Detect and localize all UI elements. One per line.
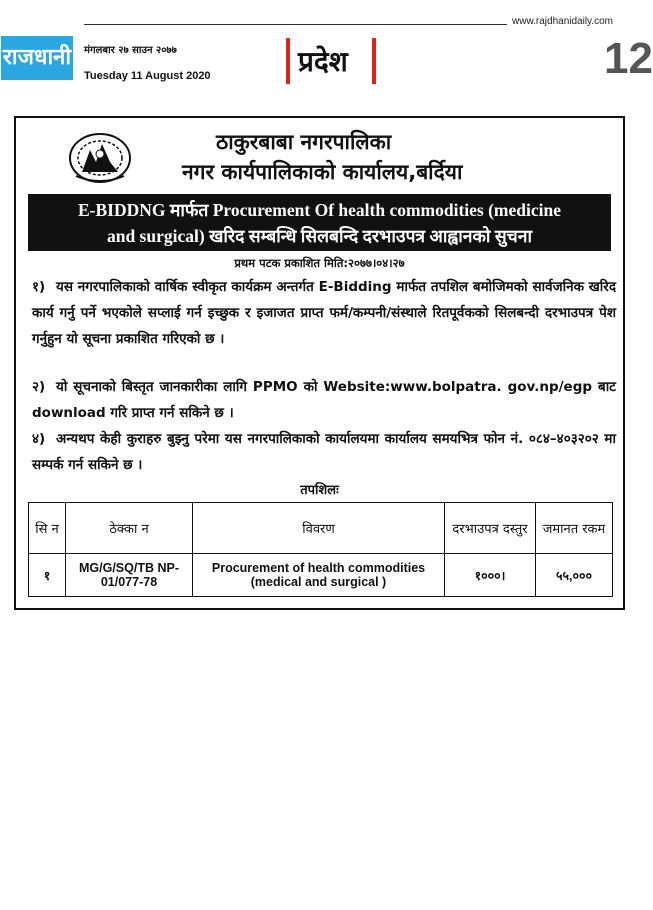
col-security-amount: जमानत रकम	[536, 503, 613, 554]
section-title: प्रदेश	[298, 45, 348, 78]
paragraph-text: अन्यथप केही कुराहरु बुझ्नु परेमा यस नगरपालिकाको कार्यालयमा कार्यालय समयभित्र फोन नं. ०८४–४०३२०२ मा सम्पर्क गर्न सकिने छ ।	[32, 431, 616, 473]
paragraph-number: ४)	[32, 431, 46, 447]
notice-paragraph	[32, 426, 616, 478]
paragraph-number: १)	[32, 279, 46, 295]
masthead-logo: राजधानी	[1, 36, 73, 80]
col-contract-no: ठेक्का न	[66, 503, 193, 554]
col-serial: सि न	[29, 503, 66, 554]
col-description: विवरण	[193, 503, 445, 554]
date-nepali: मंगलबार २७ साउन २०७७	[84, 45, 177, 56]
section-bar-left	[286, 38, 290, 84]
government-emblem-icon	[68, 132, 132, 184]
notice-paragraph	[32, 274, 616, 352]
municipality-name: ठाकुरबाबा नगरपालिका	[216, 130, 392, 154]
section-bar-right	[372, 38, 376, 84]
notice-title-line-1: E-BIDDNG मार्फत Procurement Of health commodities (medicine	[77, 200, 562, 220]
tender-notice	[14, 116, 625, 610]
paragraph-number: २)	[32, 379, 46, 395]
cell-bid-fee: १०००।	[445, 554, 536, 597]
publication-date: प्रथम पटक प्रकाशित मिति:२०७७।०४।२७	[234, 256, 405, 270]
col-bid-fee: दरभाउपत्र दस्तुर	[445, 503, 536, 554]
cell-description: Procurement of health commodities (medical and surgical )	[193, 554, 445, 597]
paragraph-text: यस नगरपालिकाको वार्षिक स्वीकृत कार्यक्रम अन्तर्गत E-Bidding मार्फत तपशिल बमोजिमको सार्वजनिक खरिद कार्य गर्नु पर्ने भएकोले सप्लाई गर्न इच्छुक र इजाजत प्राप्त फर्म/कम्पनी/संस्थाले रितपूर्वकको सिलबन्दी दरभाउपत्र पेश गर्नुहुन यो सूचना प्रकाशित गरिएको छ ।	[32, 279, 616, 347]
cell-security-amount: ५५,०००	[536, 554, 613, 597]
table-header-row	[29, 503, 613, 554]
table-row	[29, 554, 613, 597]
paragraph-text: यो सूचनाको बिस्तृत जानकारीका लागि PPMO को Website:www.bolpatra. gov.np/egp बाट download गरि प्राप्त गर्न सकिने छ ।	[32, 379, 616, 421]
notice-paragraph	[32, 374, 616, 426]
date-english: Tuesday 11 August 2020	[84, 70, 211, 82]
cell-serial: १	[29, 554, 66, 597]
notice-title-line-2: and surgical) खरिद सम्बन्धि सिलबन्दि दरभाउपत्र आह्वानको सुचना	[106, 226, 533, 246]
notice-title	[28, 194, 611, 251]
tender-table	[28, 502, 613, 597]
website-url: www.rajdhanidaily.com	[512, 16, 613, 27]
page-number: 12	[604, 34, 653, 83]
office-name: नगर कार्यपालिकाको कार्यालय,बर्दिया	[182, 160, 463, 184]
header-rule	[84, 24, 507, 25]
details-label: तपशिलः	[300, 483, 339, 498]
cell-contract-no: MG/G/SQ/TB NP-01/077-78	[66, 554, 193, 597]
